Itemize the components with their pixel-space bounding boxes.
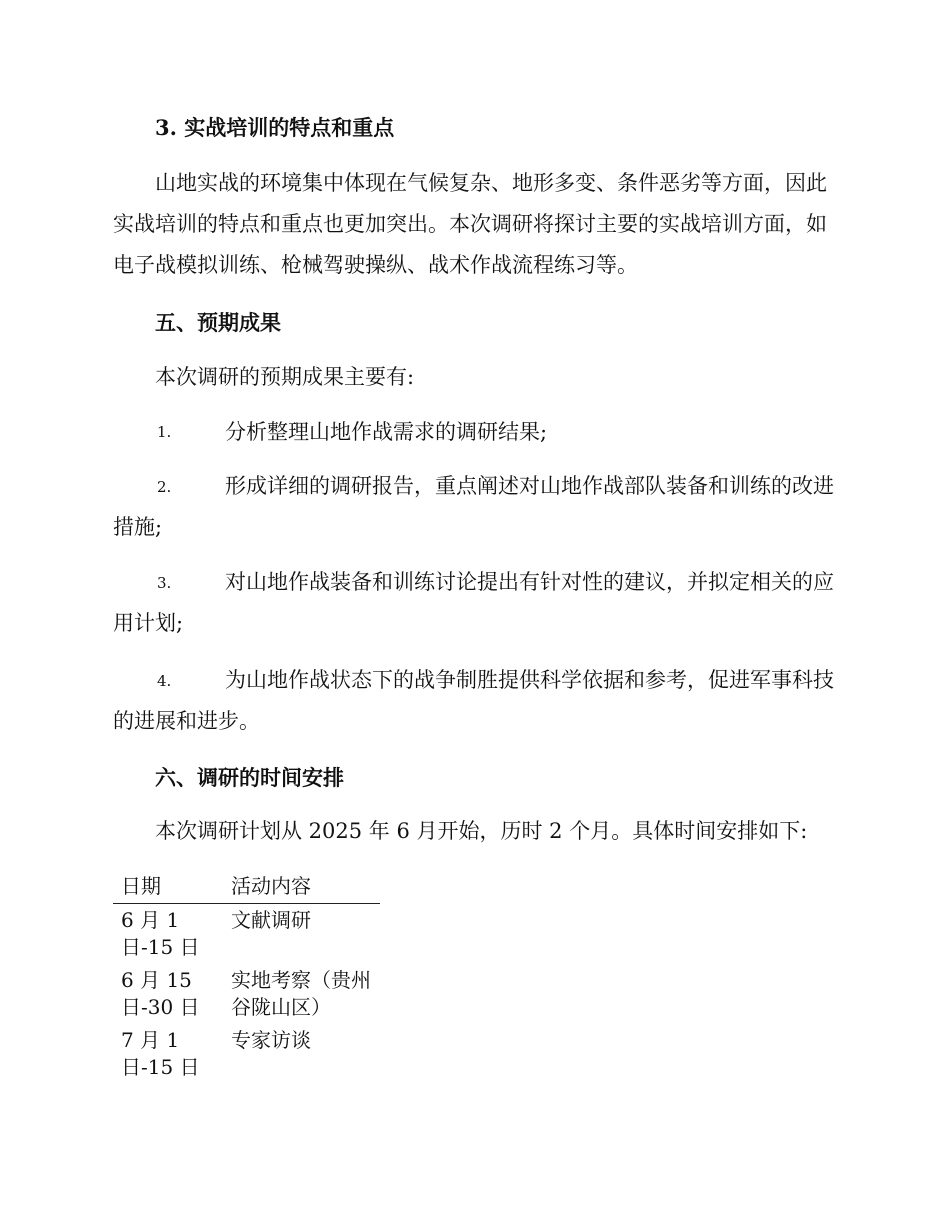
list-item: 分析整理山地作战需求的调研结果; — [225, 420, 548, 444]
list-item: 对山地作战装备和训练讨论提出有针对性的建议，并拟定相关的应用计划; — [113, 570, 834, 635]
table-row — [113, 964, 380, 1024]
table-cell-activity: 文献调研 — [231, 908, 311, 932]
table-cell-date: 7 月 1 日-15 日 — [121, 1028, 200, 1079]
list-item-number: 4. — [157, 672, 172, 690]
table-cell-activity: 专家访谈 — [231, 1028, 311, 1052]
table-cell-date: 6 月 15 日-30 日 — [121, 968, 200, 1019]
table-row — [113, 904, 380, 965]
schedule-table — [113, 872, 380, 1084]
table-header-date: 日期 — [113, 872, 223, 904]
section-5-intro: 本次调研的预期成果主要有: — [155, 365, 415, 389]
table-header-activity: 活动内容 — [223, 872, 380, 904]
section-3-heading: 3. 实战培训的特点和重点 — [155, 115, 395, 140]
section-5-heading: 五、预期成果 — [155, 310, 281, 335]
section-6-intro: 本次调研计划从 2025 年 6 月开始，历时 2 个月。具体时间安排如下: — [155, 819, 808, 843]
list-item: 形成详细的调研报告，重点阐述对山地作战部队装备和训练的改进措施; — [113, 474, 834, 539]
list-item-number: 2. — [157, 478, 172, 496]
table-cell-date: 6 月 1 日-15 日 — [121, 908, 200, 959]
list-item-number: 3. — [157, 574, 172, 592]
section-3-paragraph: 山地实战的环境集中体现在气候复杂、地形多变、条件恶劣等方面，因此实战培训的特点和重点也更加突出。本次调研将探讨主要的实战培训方面，如电子战模拟训练、枪械驾驶操纵、战术作战流程练习等。 — [113, 171, 827, 277]
list-item-number: 1. — [157, 423, 172, 441]
list-item: 为山地作战状态下的战争制胜提供科学依据和参考，促进军事科技的进展和进步。 — [113, 668, 834, 733]
table-cell-activity: 实地考察（贵州谷陇山区） — [231, 968, 371, 1019]
table-row — [113, 1024, 380, 1084]
section-6-heading: 六、调研的时间安排 — [155, 765, 344, 790]
table-header-row — [113, 872, 380, 904]
